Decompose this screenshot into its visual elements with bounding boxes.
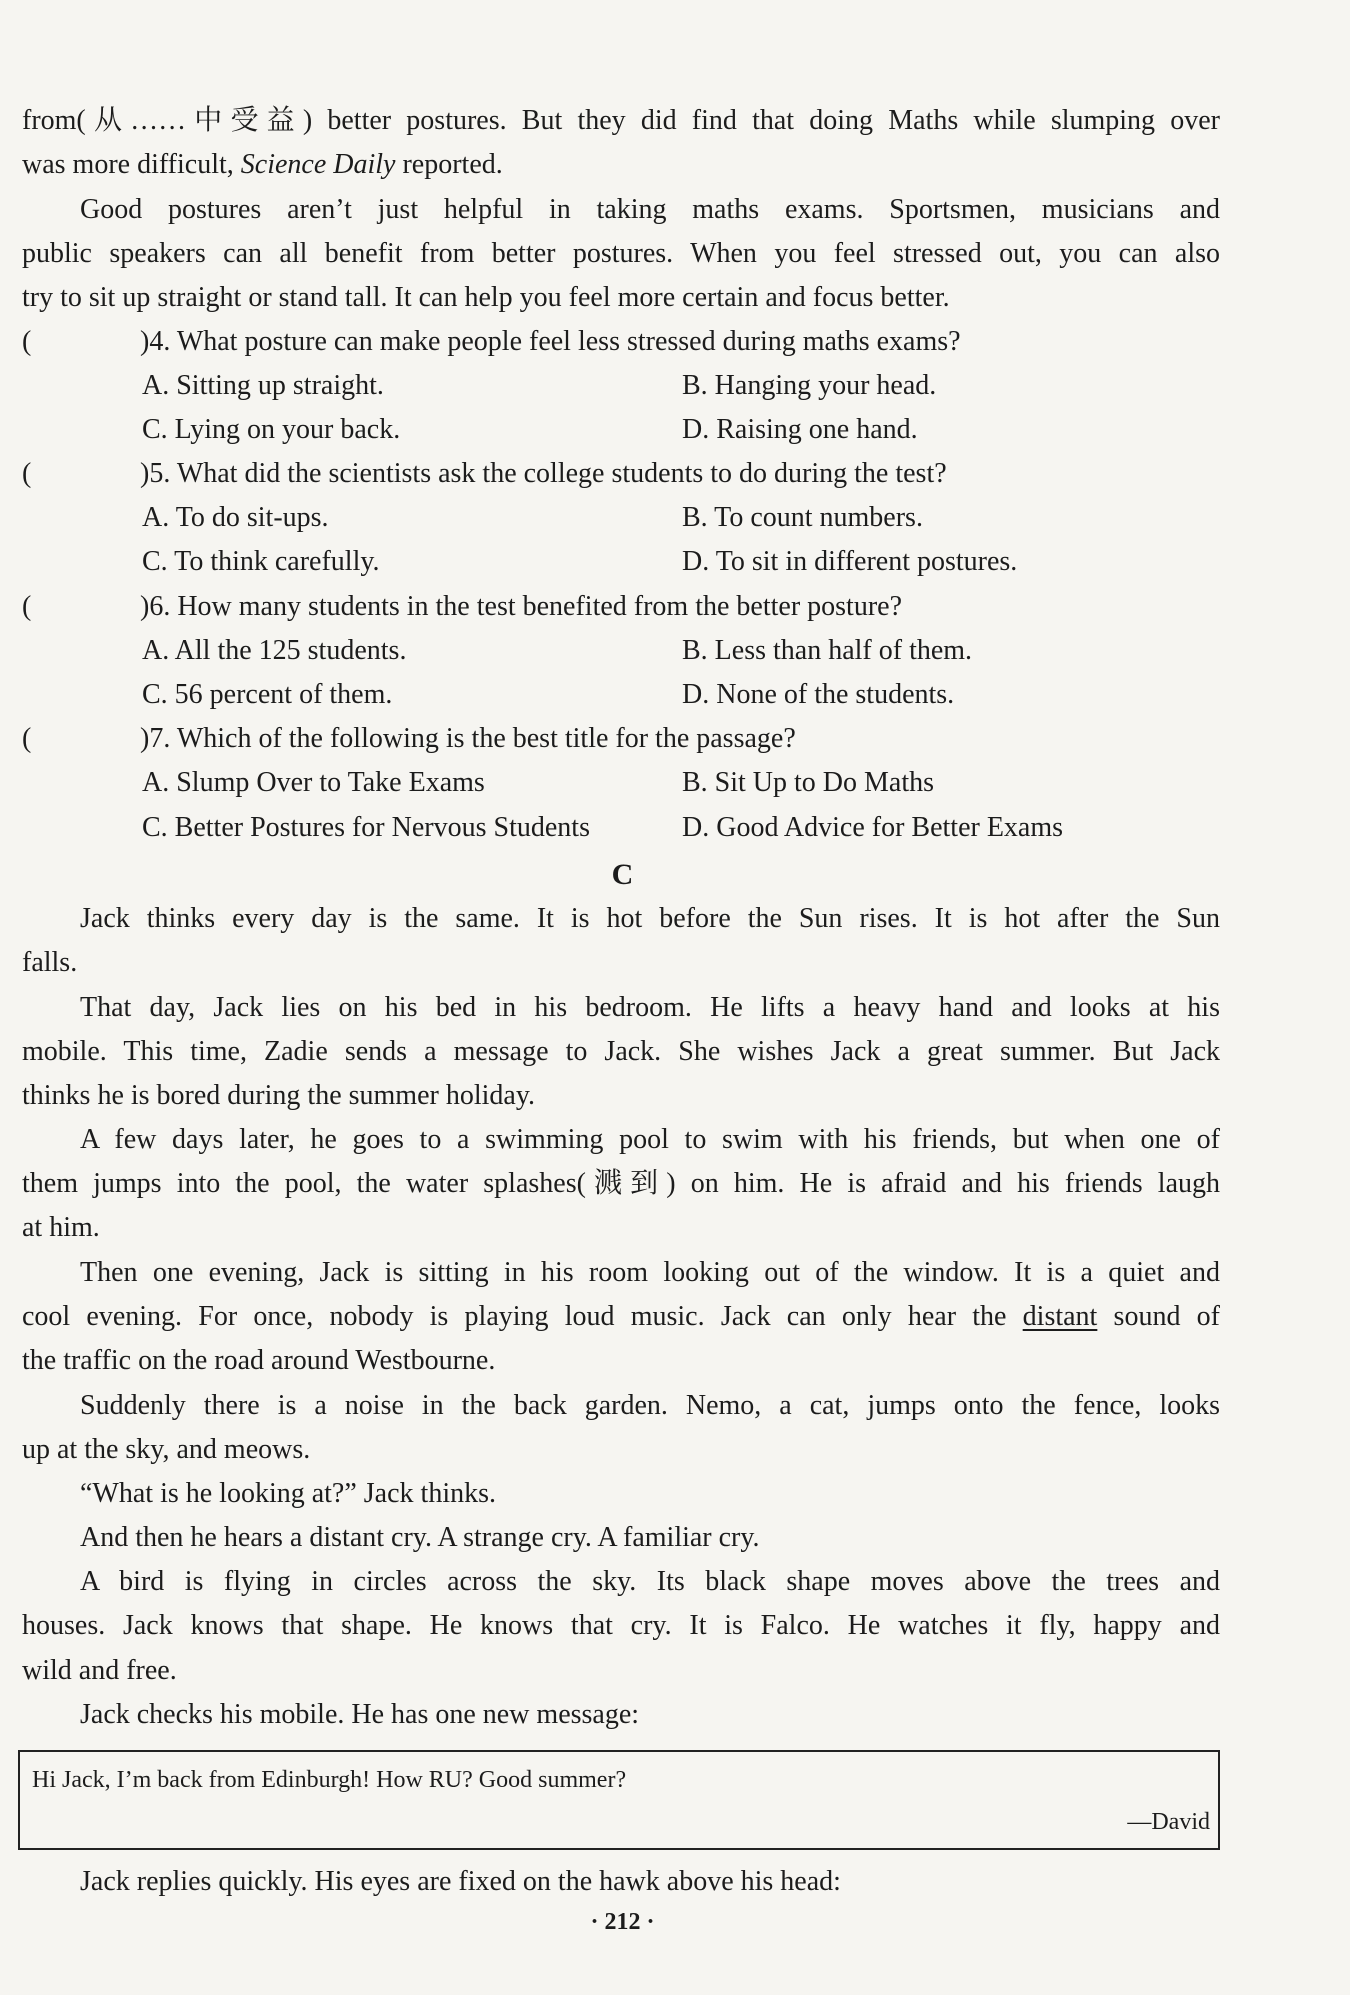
option-d[interactable]: D. Raising one hand. — [682, 414, 918, 445]
option-b[interactable]: B. Hanging your head. — [682, 370, 937, 401]
page-number: · 212 · — [590, 1909, 655, 1935]
text-line: Jack checks his mobile. He has one new message: — [80, 1699, 640, 1730]
text-line: That day, Jack lies on his bed in his bedroom. He lifts a heavy hand and looks at his — [80, 992, 1220, 1023]
option-a[interactable]: A. All the 125 students. — [142, 635, 407, 666]
text-line: them jumps into the pool, the water splashes(溅到) on him. He is afraid and his friends laugh — [22, 1168, 1220, 1199]
option-d[interactable]: D. Good Advice for Better Exams — [682, 812, 1064, 843]
option-d[interactable]: D. To sit in different postures. — [682, 546, 1018, 577]
question-stem: )4. What posture can make people feel less stressed during maths exams? — [140, 326, 961, 357]
text-line: “What is he looking at?” Jack thinks. — [80, 1478, 496, 1509]
message-text: Hi Jack, I’m back from Edinburgh! How RU? Good summer? — [32, 1767, 627, 1793]
option-c[interactable]: C. To think carefully. — [142, 546, 380, 577]
text-line: A few days later, he goes to a swimming pool to swim with his friends, but when one of — [80, 1124, 1220, 1155]
text-line: from(从……中受益) better postures. But they did find that doing Maths while slumping over — [22, 105, 1220, 136]
option-c[interactable]: C. 56 percent of them. — [142, 679, 393, 710]
text-line: was more difficult, Science Daily reported. — [22, 149, 503, 180]
text-line: wild and free. — [22, 1655, 177, 1686]
option-c[interactable]: C. Lying on your back. — [142, 414, 401, 445]
option-b[interactable]: B. Less than half of them. — [682, 635, 973, 666]
question-stem: )7. Which of the following is the best title for the passage? — [140, 723, 796, 754]
publication-name: Science Daily — [240, 149, 396, 180]
answer-blank[interactable]: ( — [22, 723, 32, 754]
option-b[interactable]: B. To count numbers. — [682, 502, 923, 533]
question-stem: )6. How many students in the test benefited from the better posture? — [140, 591, 903, 622]
option-a[interactable]: A. Slump Over to Take Exams — [142, 767, 485, 798]
option-a[interactable]: A. Sitting up straight. — [142, 370, 384, 401]
text-line: the traffic on the road around Westbourne. — [22, 1345, 496, 1376]
text-line: And then he hears a distant cry. A strange cry. A familiar cry. — [80, 1522, 760, 1553]
underlined-word: distant — [1022, 1301, 1098, 1332]
option-c[interactable]: C. Better Postures for Nervous Students — [142, 812, 590, 843]
text-line: public speakers can all benefit from better postures. When you feel stressed out, you can also — [22, 238, 1220, 269]
text-line: up at the sky, and meows. — [22, 1434, 311, 1465]
text-line: Good postures aren’t just helpful in taking maths exams. Sportsmen, musicians and — [80, 194, 1220, 225]
option-d[interactable]: D. None of the students. — [682, 679, 955, 710]
answer-blank[interactable]: ( — [22, 326, 32, 357]
option-a[interactable]: A. To do sit-ups. — [142, 502, 329, 533]
text-line: Jack replies quickly. His eyes are fixed on the hawk above his head: — [80, 1866, 841, 1897]
option-b[interactable]: B. Sit Up to Do Maths — [682, 767, 935, 798]
text-line: at him. — [22, 1212, 100, 1243]
text-line: A bird is flying in circles across the sky. Its black shape moves above the trees and — [80, 1566, 1220, 1597]
text-line: Jack thinks every day is the same. It is hot before the Sun rises. It is hot after the Sun — [80, 903, 1220, 934]
answer-blank[interactable]: ( — [22, 591, 32, 622]
answer-blank[interactable]: ( — [22, 458, 32, 489]
question-stem: )5. What did the scientists ask the college students to do during the test? — [140, 458, 947, 489]
text-line: Suddenly there is a noise in the back garden. Nemo, a cat, jumps onto the fence, looks — [80, 1390, 1220, 1421]
text-line: falls. — [22, 947, 78, 978]
section-heading: C — [611, 858, 634, 891]
message-box — [18, 1750, 1220, 1850]
text-line: houses. Jack knows that shape. He knows that cry. It is Falco. He watches it fly, happy and — [22, 1610, 1220, 1641]
text-line: try to sit up straight or stand tall. It can help you feel more certain and focus better. — [22, 282, 950, 313]
text-line: Then one evening, Jack is sitting in his room looking out of the window. It is a quiet and — [80, 1257, 1220, 1288]
text-line: mobile. This time, Zadie sends a message to Jack. She wishes Jack a great summer. But Jack — [22, 1036, 1220, 1067]
text-line: thinks he is bored during the summer holiday. — [22, 1080, 535, 1111]
text-line: cool evening. For once, nobody is playing loud music. Jack can only hear the distant sound of — [22, 1301, 1220, 1332]
message-signature: —David — [1127, 1809, 1210, 1835]
